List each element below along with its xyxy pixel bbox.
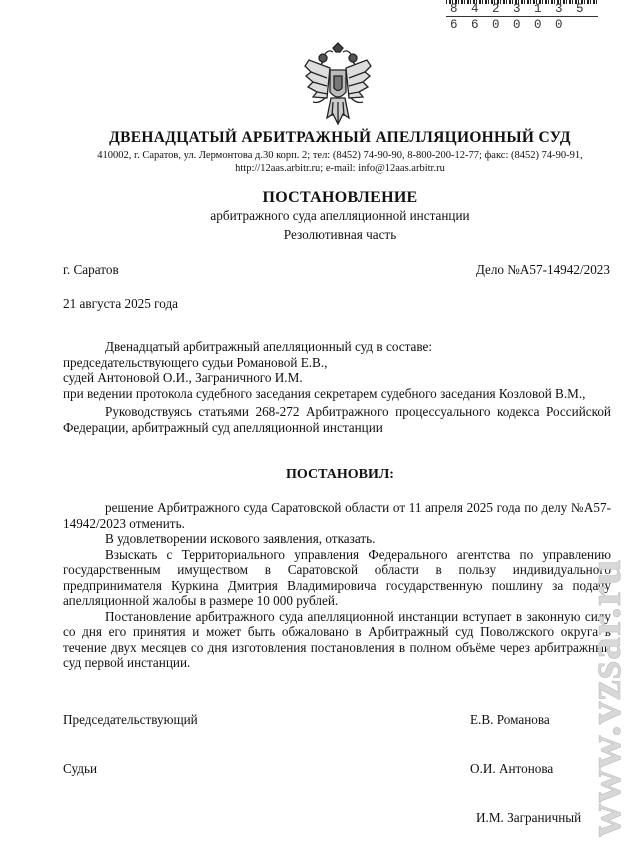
- presiding-name: Е.В. Романова: [470, 712, 550, 727]
- judges-line: судей Антоновой О.И., Заграничного И.М.: [63, 370, 303, 385]
- judge-2-name: И.М. Заграничный: [476, 810, 582, 825]
- document-part-label: Резолютивная часть: [283, 227, 397, 242]
- court-name: ДВЕНАДЦАТЫЙ АРБИТРАЖНЫЙ АПЕЛЛЯЦИОННЫЙ СУД: [109, 129, 571, 146]
- barcode-number: 8 4 2 3 1 3 5 6 6 0 0 0 0: [450, 2, 587, 32]
- address-line-1: 410002, г. Саратов, ул. Лермонтова д.30 корп. 2; тел: (8452) 74-90-90, 8-800-200-12-77; факс: (8452) 74-90-91,: [97, 150, 583, 161]
- decision-body: [63, 500, 611, 671]
- legal-basis-paragraph: Руководствуясь статьями 268-272 Арбитражного процессуального кодекса Российской Федерации, арбитражный суд апелляционной инстанции: [63, 404, 611, 435]
- court-address: [40, 149, 640, 175]
- decision-paragraph-1: решение Арбитражного суда Саратовской области от 11 апреля 2025 года по делу №А57-14942/2023 отменить.: [63, 500, 611, 531]
- site-watermark: [578, 492, 638, 842]
- document-barcode: [446, 0, 598, 32]
- decision-paragraph-3: Взыскать с Территориального управления Федерального агентства по управлению государственным имуществом в Саратовской области в пользу индивидуального предпринимателя Куркина Дмитрия Владимировича государственную пошлину за подачу апелляционной жалобы в размере 10 000 рублей.: [63, 546, 611, 608]
- secretary-line: при ведении протокола судебного заседания секретарем судебного заседания Козловой В.М.,: [63, 385, 586, 401]
- decision-paragraph-4: Постановление арбитражного суда апелляционной инстанции вступает в законную силу со дня его принятия и может быть обжаловано в Арбитражный суд Поволжского округа в течение двух месяцев со дня изготовления постановления в полном объёме через арбитражный суд первой инстанции.: [63, 608, 611, 670]
- address-line-2: http://12aas.arbitr.ru; e-mail: info@12aas.arbitr.ru: [235, 163, 445, 174]
- presiding-judge-line: председательствующего судьи Романовой Е.В.,: [63, 354, 328, 370]
- composition-intro: Двенадцатый арбитражный апелляционный суд в составе:: [105, 339, 433, 354]
- resolved-heading: ПОСТАНОВИЛ:: [286, 467, 394, 482]
- decision-date: 21 августа 2025 года: [63, 296, 179, 311]
- document-title: ПОСТАНОВЛЕНИЕ: [262, 189, 418, 206]
- decision-paragraph-2: В удовлетворении искового заявления, отказать.: [105, 531, 376, 546]
- russian-coat-of-arms-emblem: [303, 42, 373, 128]
- court-composition: [63, 339, 611, 435]
- judge-1-name: О.И. Антонова: [470, 761, 554, 776]
- case-number: Дело №А57-14942/2023: [475, 262, 610, 277]
- city: г. Саратов: [63, 262, 119, 277]
- watermark-text: www.vzsar.ru: [579, 558, 630, 837]
- presiding-label: Председательствующий: [63, 712, 198, 727]
- judges-label: Судьи: [63, 761, 98, 776]
- document-subtitle: арбитражного суда апелляционной инстанции: [210, 208, 470, 223]
